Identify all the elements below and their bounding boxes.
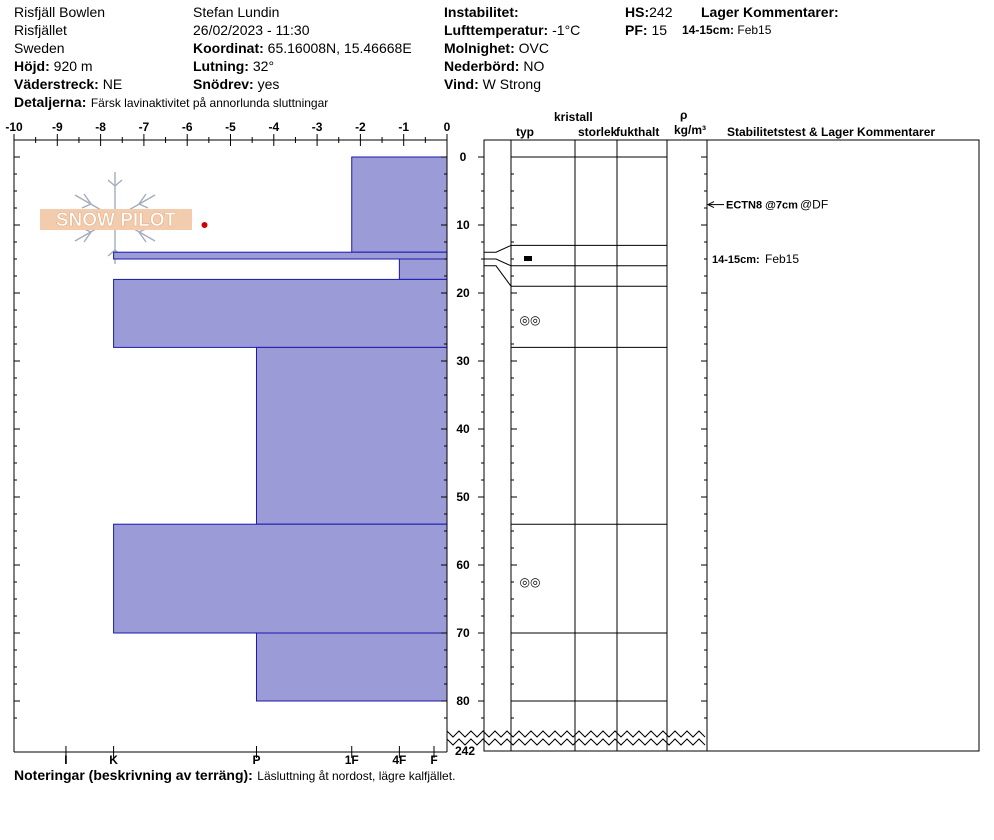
temperature-point	[202, 222, 208, 228]
penetration-foot-value: 15	[651, 22, 668, 38]
layer-note-depth: 14-15cm:	[712, 254, 760, 266]
depth-tick-label: 10	[456, 218, 470, 232]
depth-tick-label: 60	[456, 558, 470, 572]
axis-break-lower	[447, 739, 705, 745]
elevation-label: Höjd:	[14, 58, 50, 74]
density-symbol: ρ	[680, 108, 688, 122]
temperature-tick-label: -2	[355, 120, 366, 134]
layer-connector-line	[484, 266, 511, 286]
snow-height-label: HS:	[625, 4, 650, 20]
terrain-notes-label: Noteringar (beskrivning av terräng):	[14, 767, 253, 783]
storlek-header: storlek	[578, 125, 618, 139]
hardness-layer-bar	[256, 633, 447, 701]
depth-tick-label: 50	[456, 490, 470, 504]
layer-comment-text: Feb15	[737, 23, 772, 37]
observer-name: Stefan Lundin	[193, 4, 280, 20]
country-name: Sweden	[14, 40, 65, 56]
depth-tick-label: 30	[456, 354, 470, 368]
layer-comments-label: Lager Kommentarer:	[701, 4, 839, 20]
layer-connector-line	[484, 245, 511, 252]
wind-drift-value: yes	[257, 76, 280, 92]
grid-depth-ticks	[511, 157, 707, 718]
coordinates-value: 65.16008N, 15.46668E	[267, 40, 412, 56]
wind-label: Vind:	[444, 76, 479, 92]
hardness-layer-bar	[114, 524, 447, 633]
depth-tick-label: 70	[456, 626, 470, 640]
crystal-grid-frame	[484, 140, 979, 751]
temperature-tick-label: -4	[268, 120, 280, 134]
axis-break-upper	[447, 731, 705, 737]
elevation-value: 920 m	[53, 58, 93, 74]
hardness-layer-bar	[114, 252, 447, 259]
details-value: Färsk lavinaktivitet på annorlunda sluttningar	[90, 96, 329, 110]
precipitation-label: Nederbörd:	[444, 58, 520, 74]
temperature-tick-label: -7	[138, 120, 150, 134]
temperature-tick-label: -6	[181, 120, 193, 134]
location-name: Risfjäll Bowlen	[14, 4, 106, 20]
temperature-tick-label: -8	[95, 120, 106, 134]
hardness-layer-bar	[399, 259, 447, 279]
fukthalt-header: fukthalt	[616, 125, 660, 139]
stability-header: Stabilitetstest & Lager Kommentarer	[727, 125, 936, 139]
temperature-tick-label: -3	[311, 120, 323, 134]
air-temperature-value: -1°C	[552, 22, 581, 38]
slope-value: 32°	[252, 58, 275, 74]
terrain-notes-value: Läsluttning åt nordost, lägre kalfjället.	[257, 769, 456, 783]
hardness-layer-bar	[256, 347, 447, 524]
instability-label: Instabilitet:	[444, 4, 519, 20]
temperature-tick-label: 0	[443, 120, 451, 134]
depth-tick-label: 40	[456, 422, 470, 436]
hardness-tick-label: 4F	[392, 753, 407, 767]
crystal-symbol-rounded: ◎◎	[519, 575, 541, 589]
wind-value: W Strong	[482, 76, 541, 92]
hardness-layer-bar	[352, 157, 447, 252]
temperature-tick-label: -1	[398, 120, 410, 134]
kristall-header: kristall	[554, 110, 593, 124]
penetration-foot-label: PF:	[625, 22, 648, 38]
crystal-symbols	[520, 256, 541, 589]
depth-tick-label: 0	[459, 150, 467, 164]
logo-text: SNOW PILOT	[55, 210, 177, 231]
observation-datetime: 26/02/2023 - 11:30	[193, 22, 310, 38]
crystal-symbol-rounded: ◎◎	[519, 313, 541, 328]
details-label: Detaljerna:	[14, 94, 87, 110]
snow-height-value: 242	[649, 4, 673, 20]
precipitation-value: NO	[523, 58, 545, 74]
aspect-value: NE	[102, 76, 123, 92]
hardness-tick-label: F	[430, 753, 438, 767]
wind-drift-label: Snödrev:	[193, 76, 254, 92]
stability-test-comment: @DF	[800, 197, 829, 212]
coordinates-label: Koordinat:	[193, 40, 264, 56]
area-name: Risfjället	[14, 22, 67, 38]
total-depth-label: 242	[455, 744, 476, 758]
layer-comment-depth: 14-15cm:	[682, 23, 735, 37]
layer-note-text: Feb15	[765, 252, 800, 266]
hardness-tick-label: K	[109, 753, 118, 767]
stability-tests	[708, 198, 828, 266]
air-temperature-label: Lufttemperatur:	[444, 22, 549, 38]
aspect-label: Väderstreck:	[14, 76, 99, 92]
depth-tick-label: 80	[456, 694, 470, 708]
hardness-tick-label: I	[64, 753, 68, 767]
density-unit: kg/m³	[674, 123, 707, 137]
temperature-tick-label: -5	[225, 120, 236, 134]
hardness-tick-label: 1F	[344, 753, 359, 767]
hardness-tick-label: P	[252, 753, 261, 767]
stability-test-result: ECTN8 @7cm	[726, 199, 798, 212]
typ-header: typ	[516, 125, 534, 139]
sky-cover-label: Molnighet:	[444, 40, 515, 56]
depth-tick-label: 20	[456, 286, 470, 300]
hardness-layer-bar	[114, 279, 447, 347]
layer-connector-line	[484, 259, 511, 266]
temperature-points	[202, 222, 208, 228]
temperature-tick-label: -9	[51, 120, 63, 134]
slope-label: Lutning:	[193, 58, 249, 74]
crystal-symbol-faceted	[524, 256, 532, 261]
temperature-tick-label: -10	[5, 120, 23, 134]
terrain-notes	[14, 768, 455, 784]
sky-cover-value: OVC	[518, 40, 549, 56]
